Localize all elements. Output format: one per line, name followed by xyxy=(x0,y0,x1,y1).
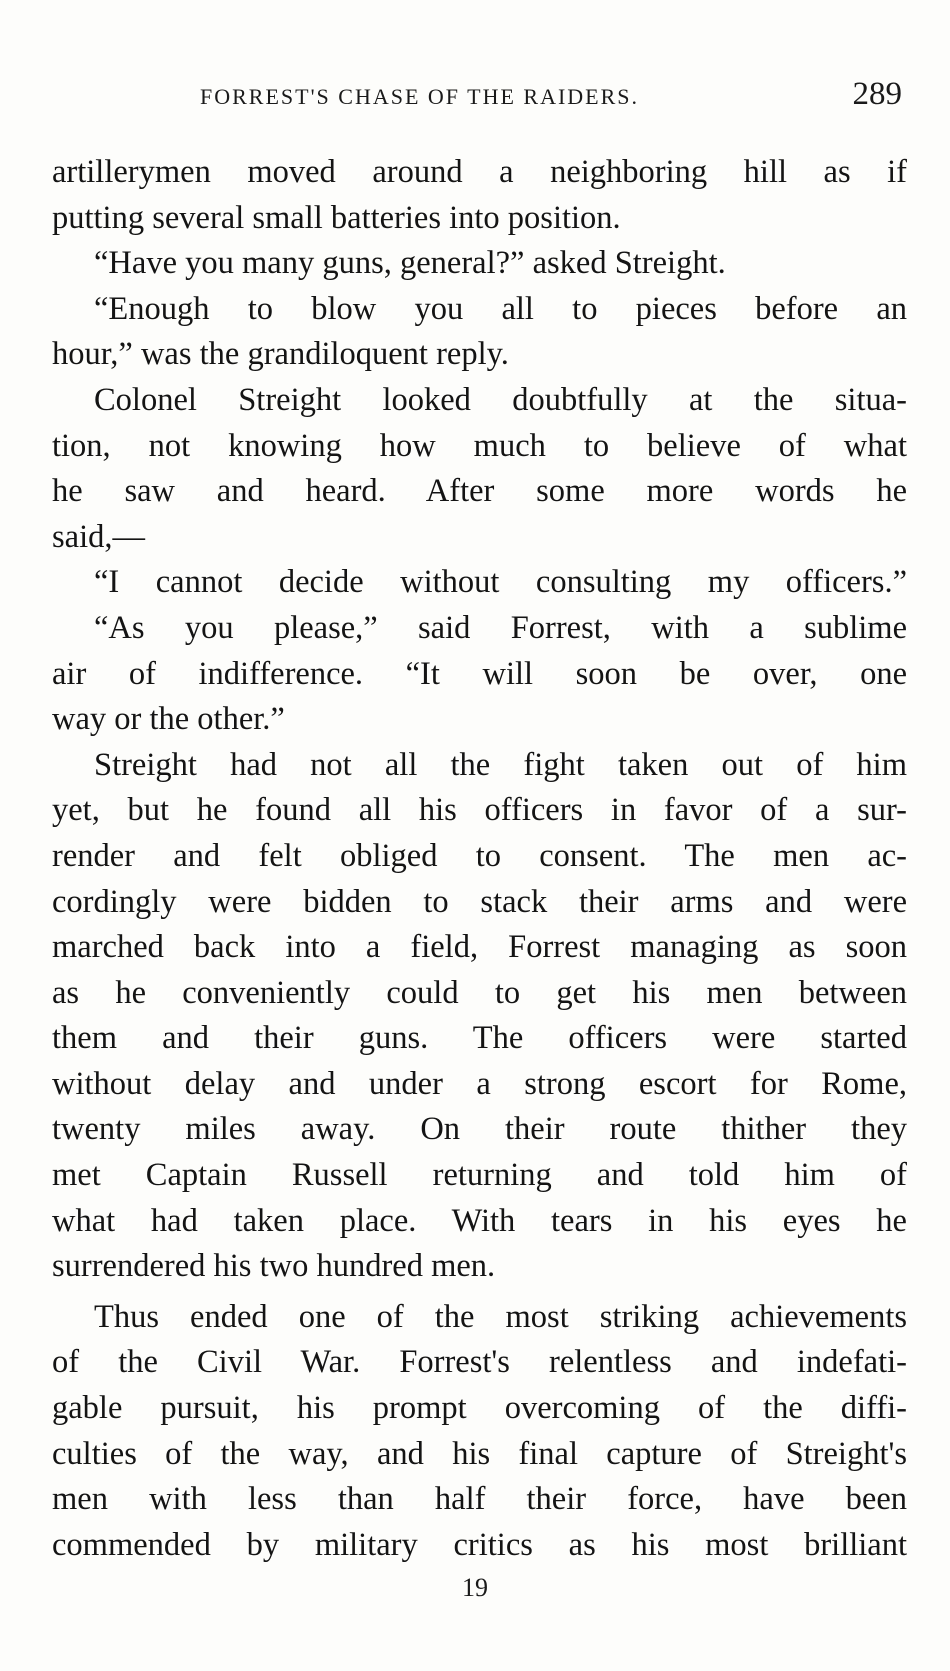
text-line: met Captain Russell returning and told him of xyxy=(52,1157,907,1194)
text-line: what had taken place. With tears in his eyes he xyxy=(52,1202,907,1239)
signature-mark: 19 xyxy=(462,1573,488,1602)
text-line: “I cannot decide without consulting my officers.” xyxy=(94,564,907,601)
text-line: yet, but he found all his officers in favor of a sur- xyxy=(52,792,907,829)
text-line: Thus ended one of the most striking achievements xyxy=(94,1298,907,1335)
body-text xyxy=(52,150,907,1568)
text-line: way or the other.” xyxy=(52,701,285,738)
text-line: hour,” was the grandiloquent reply. xyxy=(52,336,509,373)
text-line: “As you please,” said Forrest, with a sublime xyxy=(94,609,907,646)
page-number: 289 xyxy=(852,76,902,112)
text-line: he saw and heard. After some more words he xyxy=(52,473,907,510)
text-line: Streight had not all the fight taken out of him xyxy=(94,746,907,783)
text-line: tion, not knowing how much to believe of what xyxy=(52,427,907,464)
text-line: render and felt obliged to consent. The men ac- xyxy=(52,837,907,874)
text-line: air of indifference. “It will soon be over, one xyxy=(52,655,907,692)
text-line: said,— xyxy=(52,518,145,555)
text-line: “Enough to blow you all to pieces before an xyxy=(94,290,907,327)
text-line: artillerymen moved around a neighboring hill as if xyxy=(52,154,907,190)
text-line: putting several small batteries into position. xyxy=(52,199,621,236)
text-line: men with less than half their force, have been xyxy=(52,1481,907,1518)
text-line: of the Civil War. Forrest's relentless and indefati- xyxy=(52,1344,907,1381)
text-line: gable pursuit, his prompt overcoming of the diffi- xyxy=(52,1390,907,1427)
text-line: them and their guns. The officers were started xyxy=(52,1020,907,1057)
text-line: “Have you many guns, general?” asked Streight. xyxy=(94,245,726,282)
text-line: marched back into a field, Forrest managing as soon xyxy=(52,929,907,966)
text-line: commended by military critics as his most brilliant xyxy=(52,1526,907,1563)
text-line: Colonel Streight looked doubtfully at the situa- xyxy=(94,381,907,418)
text-line: without delay and under a strong escort for Rome, xyxy=(52,1065,907,1102)
text-line: culties of the way, and his final capture of Streight's xyxy=(52,1435,907,1472)
text-line: twenty miles away. On their route thither they xyxy=(52,1111,907,1148)
text-line: surrendered his two hundred men. xyxy=(52,1248,496,1285)
text-line: as he conveniently could to get his men between xyxy=(52,974,907,1011)
text-line: cordingly were bidden to stack their arms and were xyxy=(52,883,907,920)
running-head: FORREST'S CHASE OF THE RAIDERS. xyxy=(200,84,640,109)
